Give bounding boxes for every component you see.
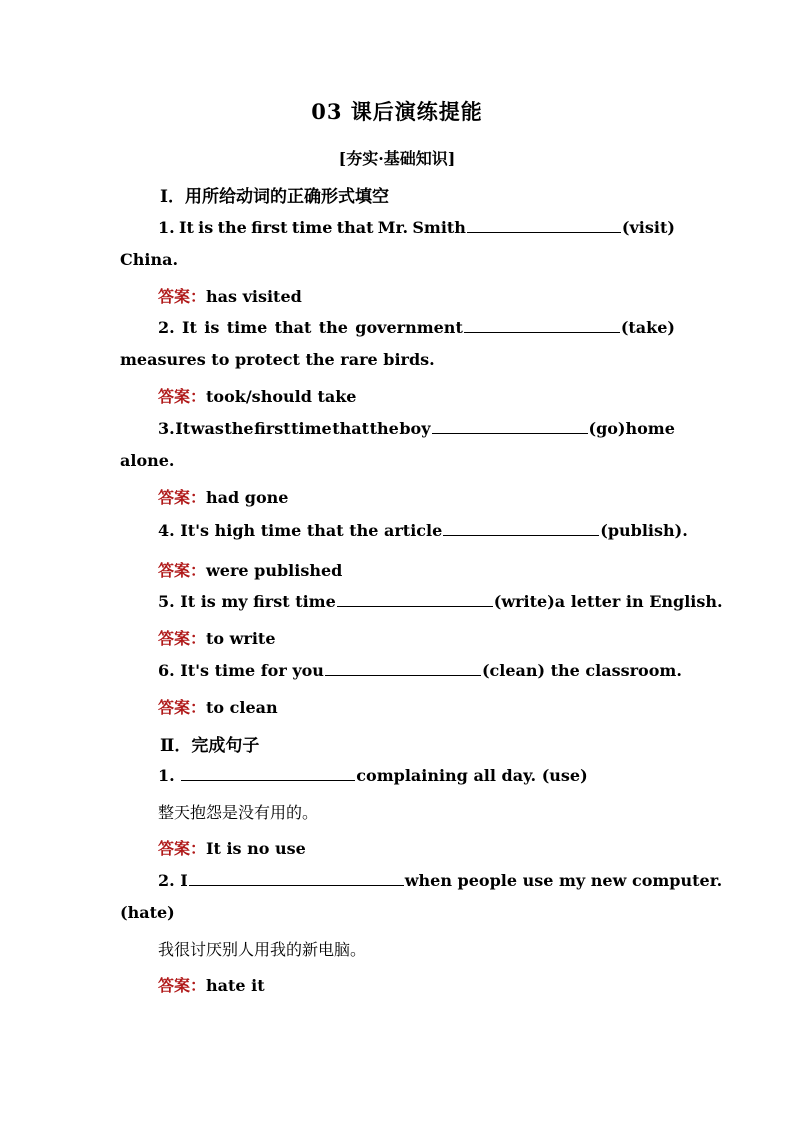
question-4-line: 4. It's high time that the article (publish). [158, 521, 688, 540]
page-subtitle: [夯实·基础知识] [338, 149, 456, 168]
answer-label: 答案： [158, 976, 207, 995]
question-2-line: 2. It is time that the government (take) [158, 318, 675, 337]
question-3-continuation: alone. [120, 451, 175, 470]
question-1-continuation: China. [120, 250, 179, 269]
page-title: 03 课后演练提能 [311, 99, 483, 124]
answer-blank[interactable] [443, 521, 599, 536]
answer-label: 答案： [158, 839, 207, 858]
answer-blank[interactable] [467, 218, 621, 233]
answer-label: 答案： [158, 287, 207, 306]
answer-2: 答案：took/should take [158, 387, 357, 406]
answer-blank[interactable] [189, 871, 404, 886]
answer-ii-2: 答案：hate it [158, 976, 265, 995]
sentence-1-chinese: 整天抱怨是没有用的。 [158, 803, 319, 822]
question-5-line: 5. It is my first time (write)a letter in English. [158, 592, 723, 611]
answer-blank[interactable] [432, 419, 588, 434]
answer-blank[interactable] [181, 766, 355, 781]
answer-3: 答案：had gone [158, 488, 289, 507]
answer-blank[interactable] [337, 592, 493, 607]
sentence-2-continuation: (hate) [120, 903, 175, 922]
sentence-2-line: 2. I when people use my new computer. [158, 871, 723, 890]
sentence-2-chinese: 我很讨厌别人用我的新电脑。 [158, 940, 367, 959]
answer-6: 答案：to clean [158, 698, 278, 717]
answer-blank[interactable] [325, 661, 481, 676]
answer-label: 答案： [158, 698, 207, 717]
answer-1: 答案：has visited [158, 287, 302, 306]
answer-label: 答案： [158, 561, 207, 580]
section-1-heading: Ⅰ．用所给动词的正确形式填空 [160, 187, 389, 207]
question-3-line: 3. It was the first time that the boy (go)home [158, 419, 675, 438]
section-2-heading: Ⅱ．完成句子 [160, 736, 260, 756]
answer-label: 答案： [158, 629, 207, 648]
answer-blank[interactable] [464, 318, 620, 333]
question-6-line: 6. It's time for you (clean) the classroom. [158, 661, 682, 680]
answer-5: 答案：to write [158, 629, 276, 648]
question-1-line: 1. It is the first time that Mr. Smith (visit) [158, 218, 675, 237]
answer-4: 答案：were published [158, 561, 343, 580]
question-2-continuation: measures to protect the rare birds. [120, 350, 435, 369]
answer-label: 答案： [158, 488, 207, 507]
answer-label: 答案： [158, 387, 207, 406]
answer-ii-1: 答案：It is no use [158, 839, 306, 858]
sentence-1-line: 1. complaining all day. (use) [158, 766, 588, 785]
